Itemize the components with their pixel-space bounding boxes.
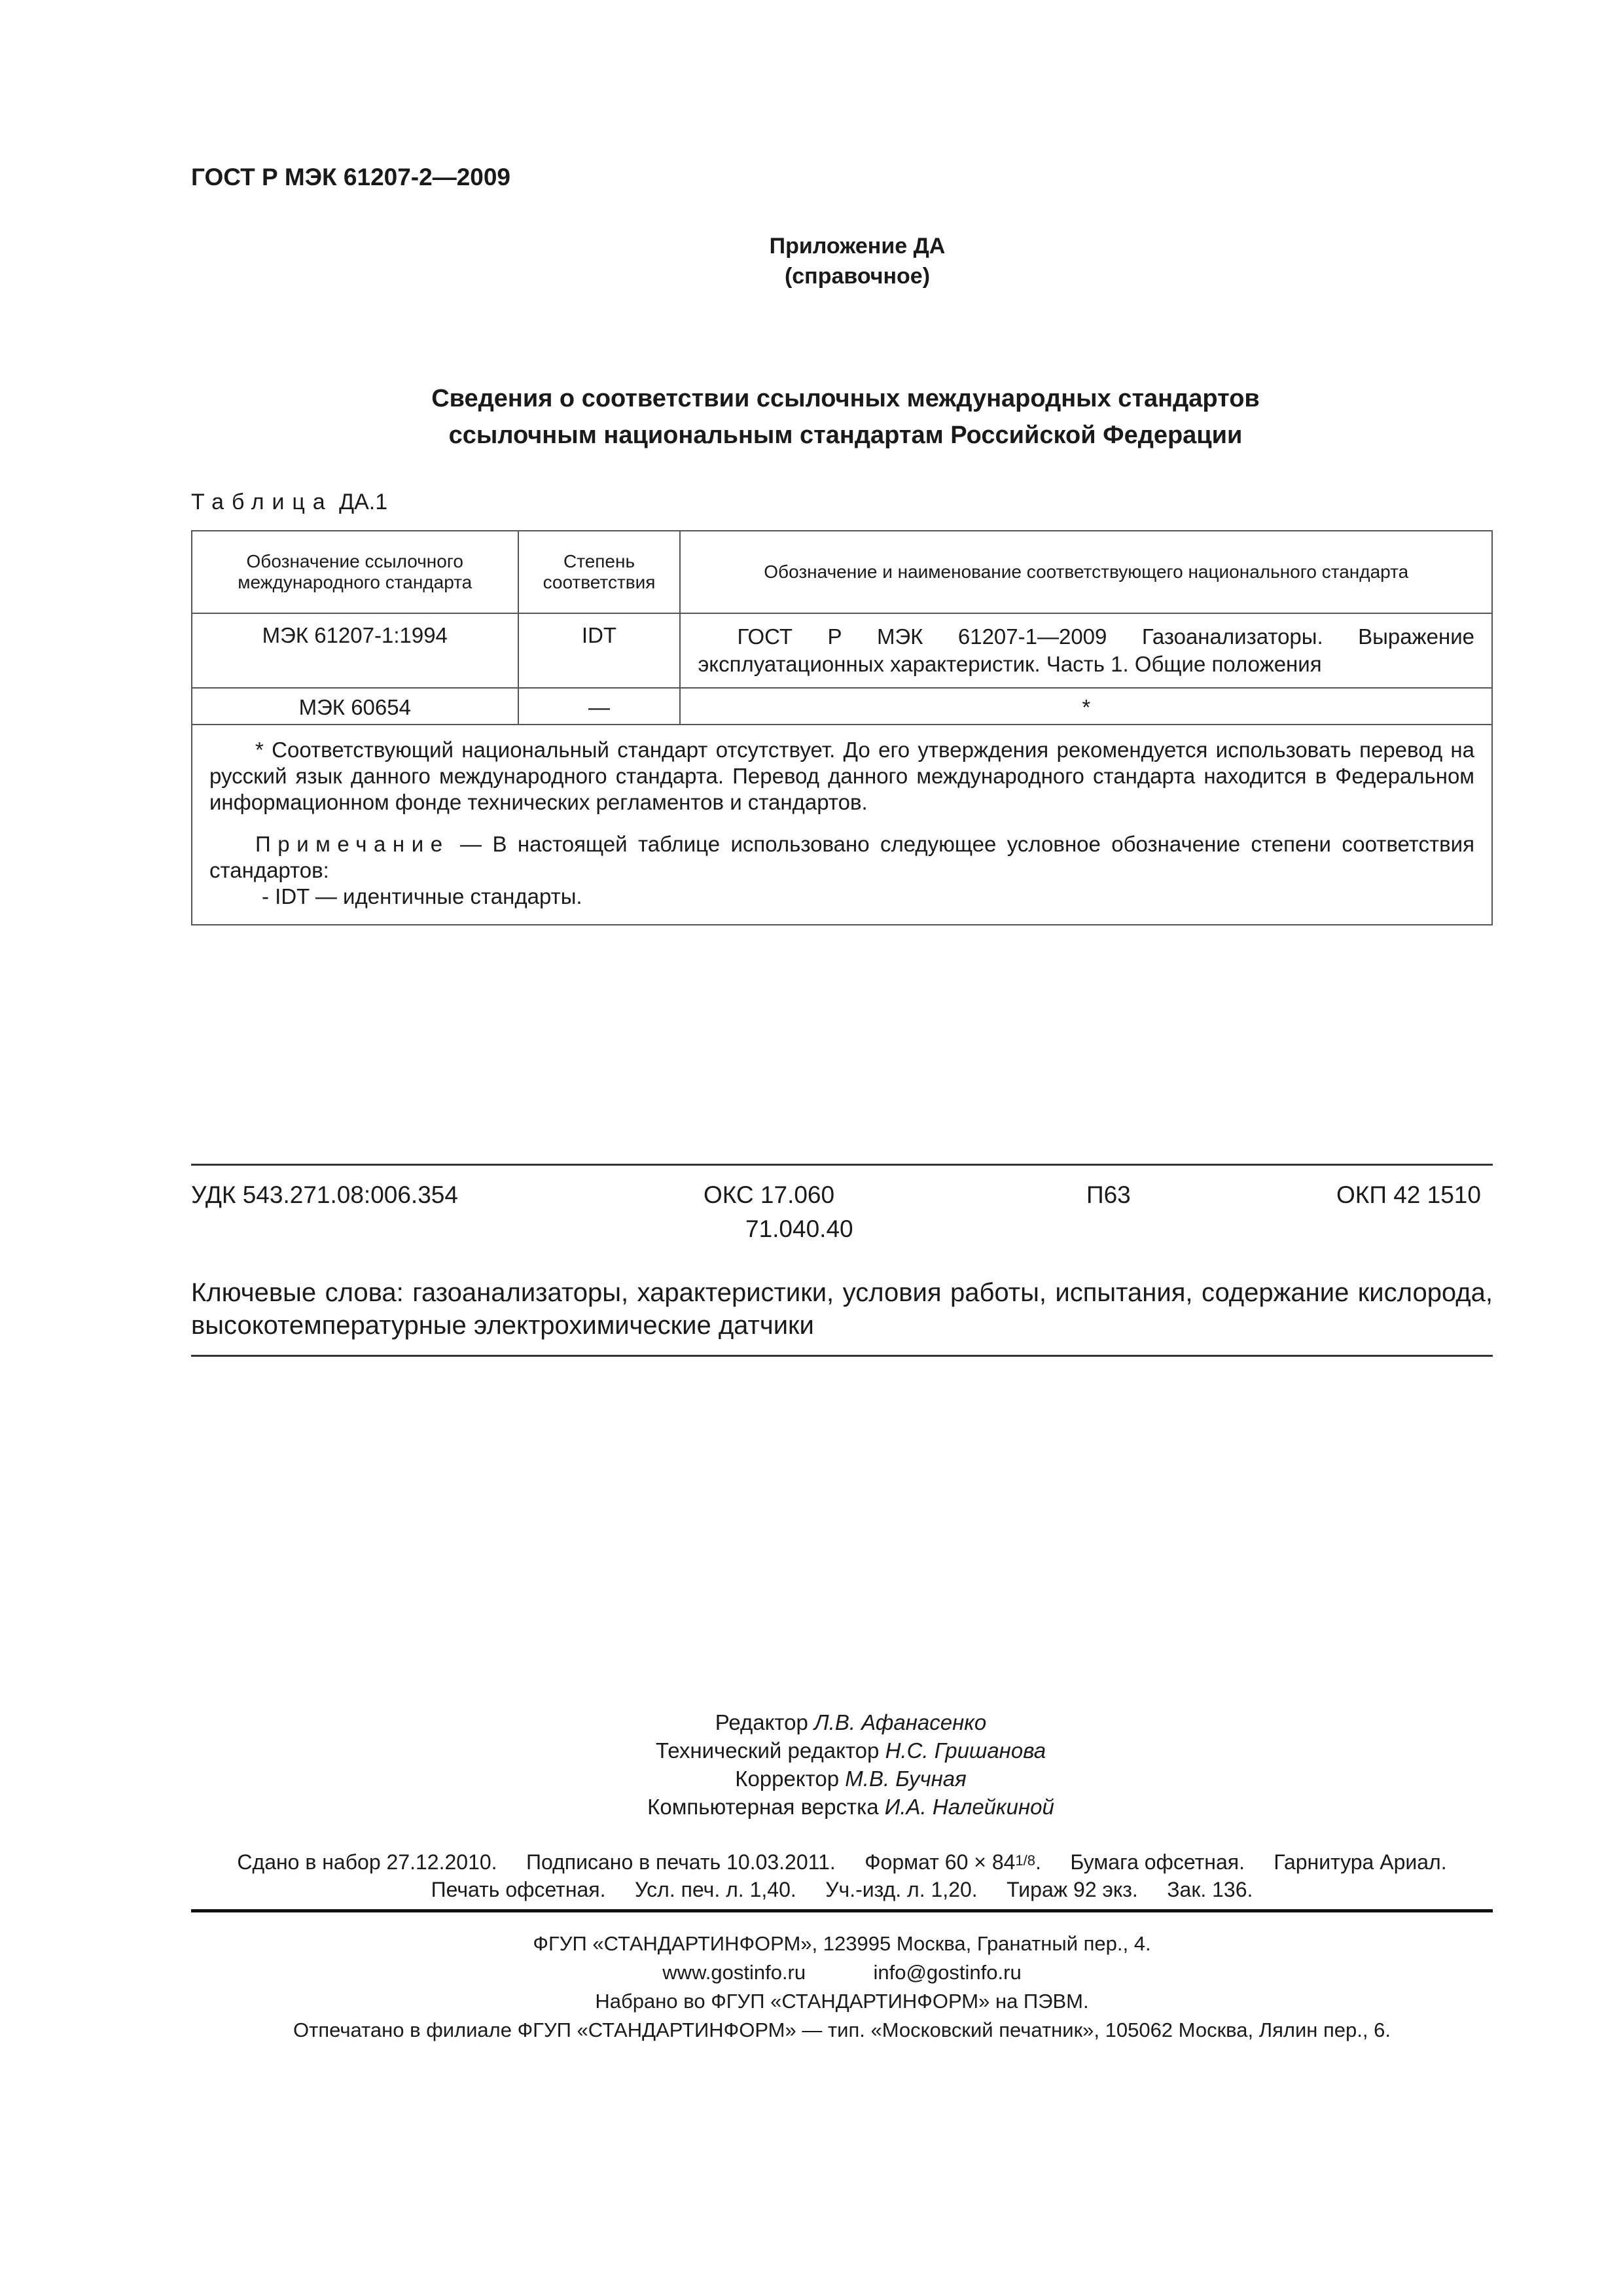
note-text: — В настоящей таблице использовано следующее условное обозначение степени соответствия стандартов:	[209, 832, 1474, 882]
oks-code-2: 71.040.40	[745, 1215, 853, 1242]
p-code: П63	[1086, 1181, 1131, 1208]
keywords: Ключевые слова: газоанализаторы, характеристики, условия работы, испытания, содержание кислорода, высокотемпературные электрохимические датчики	[191, 1278, 1493, 1340]
table-caption-number: ДА.1	[339, 490, 388, 514]
correspondence-table	[191, 530, 1493, 925]
imprint	[191, 1929, 1493, 2045]
table-header-row	[192, 531, 1492, 613]
okp-code: ОКП 42 1510	[1336, 1181, 1481, 1208]
table-footnote-row	[192, 725, 1492, 925]
udk-code: УДК 543.271.08:006.354	[191, 1181, 458, 1208]
header-national-standard: Обозначение и наименование соответствующего национального стандарта	[680, 531, 1492, 613]
credit-line: Компьютерная верстка И.А. Налейкиной	[647, 1795, 1054, 1819]
divider	[191, 1164, 1493, 1166]
imprint-address: ФГУП «СТАНДАРТИНФОРМ», 123995 Москва, Гранатный пер., 4.	[533, 1932, 1151, 1955]
header-international-standard: Обозначение ссылочного международного стандарта	[192, 531, 518, 613]
table-row	[192, 613, 1492, 688]
table-row	[192, 688, 1492, 725]
divider	[191, 1355, 1493, 1357]
oks-code: ОКС 17.060	[704, 1181, 835, 1208]
credit-line: Редактор Л.В. Афанасенко	[715, 1710, 987, 1734]
credits	[524, 1708, 1178, 1821]
footnote-text: * Соответствующий национальный стандарт отсутствует. До его утверждения рекомендуется использовать перевод на русский язык данного международного стандарта. Перевод данного международного стандарта находится в Федеральном информационном фонде технических регламентов и стандартов.	[209, 738, 1474, 814]
table-caption	[191, 490, 387, 515]
imprint-printed: Отпечатано в филиале ФГУП «СТАНДАРТИНФОРМ» — тип. «Московский печатник», 105062 Москва, Лялин пер., 6.	[293, 2018, 1391, 2041]
note-label: Примечание	[255, 832, 450, 856]
section-title-line1: Сведения о соответствии ссылочных международных стандартов	[431, 385, 1260, 412]
cell-international: МЭК 60654	[192, 688, 518, 725]
document-code: ГОСТ Р МЭК 61207-2—2009	[191, 164, 511, 190]
imprint-typeset: Набрано во ФГУП «СТАНДАРТИНФОРМ» на ПЭВМ.	[595, 1990, 1089, 2013]
annex-title: Приложение ДА	[769, 234, 946, 259]
note-item: - IDT — идентичные стандарты.	[262, 884, 582, 908]
cell-degree: IDT	[518, 613, 681, 688]
cell-degree: —	[518, 688, 681, 725]
publication-line-2: Печать офсетная. Усл. печ. л. 1,40. Уч.-изд. л. 1,20. Тираж 92 экз. Зак. 136.	[431, 1878, 1253, 1901]
section-title-line2: ссылочным национальным стандартам Российской Федерации	[448, 422, 1243, 449]
cell-national: *	[680, 688, 1492, 725]
header-degree: Степень соответствия	[518, 531, 681, 613]
table-caption-word: Таблица	[191, 490, 333, 514]
divider	[191, 1909, 1493, 1912]
cell-national: ГОСТ Р МЭК 61207-1—2009 Газоанализаторы. Выражение эксплуатационных характеристик. Часть 1. Общие положения	[680, 613, 1492, 688]
imprint-contacts: www.gostinfo.ru info@gostinfo.ru	[662, 1961, 1022, 1984]
credit-line: Корректор М.В. Бучная	[735, 1767, 967, 1791]
table-footnote	[192, 725, 1492, 925]
annex-type: (справочное)	[784, 264, 931, 289]
credit-line: Технический редактор Н.С. Гришанова	[655, 1738, 1046, 1763]
publication-line-1: Сдано в набор 27.12.2010. Подписано в печать 10.03.2011. Формат 60 × 841/8. Бумага офсетная. Гарнитура Ариал.	[237, 1850, 1447, 1874]
cell-international: МЭК 61207-1:1994	[192, 613, 518, 688]
table-note	[209, 831, 1474, 884]
